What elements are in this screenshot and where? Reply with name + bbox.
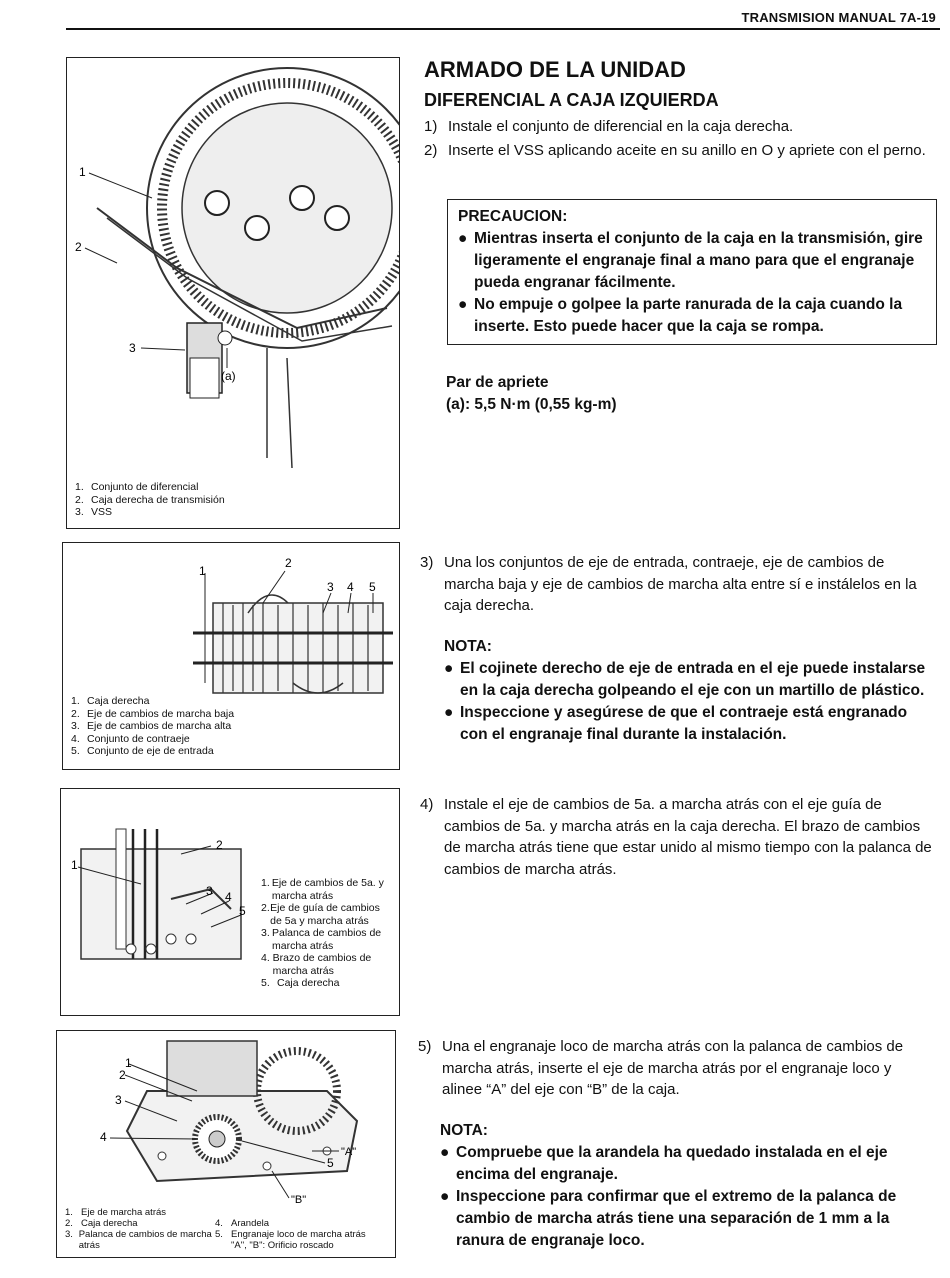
figure-idler-gear (56, 1030, 396, 1258)
legend-text: Palanca de cambios de marcha atrás (78, 1229, 212, 1251)
legend-text: Eje de cambios de 5a. y marcha atrás (271, 877, 384, 902)
note-item: Inspeccione y asegúrese de que el contraeje está engranado con el engranaje final durante la instalación. (460, 704, 908, 743)
legend-num: 4. (215, 1218, 223, 1229)
step-3 (420, 552, 936, 617)
fig3-legend (261, 877, 391, 990)
bullet-icon: ● (440, 1188, 450, 1205)
fig2-callout-5: 5 (369, 580, 376, 594)
step-number: 3) (420, 554, 434, 571)
legend-text: Caja derecha (87, 695, 150, 707)
bullet-icon: ● (440, 1144, 450, 1161)
legend-num: 4. (261, 952, 270, 964)
fig4-callout-2: 2 (119, 1068, 126, 1082)
legend-num (215, 1240, 231, 1251)
legend-num: 1. (261, 877, 270, 889)
fig2-callout-3: 3 (327, 580, 334, 594)
reverse-shift-illustration (61, 789, 261, 1015)
fig3-callout-3: 3 (206, 884, 213, 898)
legend-text: Caja derecha (81, 1218, 138, 1229)
legend-text: Conjunto de contraeje (87, 732, 190, 745)
fig1-callout-a: (a) (221, 369, 236, 383)
fig4-callout-a: "A" (341, 1146, 357, 1158)
fig1-callout-3: 3 (129, 341, 136, 355)
legend-num: 4. (71, 732, 80, 745)
legend-text: Conjunto de diferencial (91, 481, 199, 493)
fig3-callout-2: 2 (216, 838, 223, 852)
differential-illustration (67, 58, 399, 478)
fig4-legend-right (215, 1218, 390, 1251)
caution-title: PRECAUCION: (458, 208, 568, 225)
fig2-callout-1: 1 (199, 564, 206, 578)
fig4-callout-3: 3 (115, 1093, 122, 1107)
fig4-callout-5: 5 (327, 1156, 334, 1170)
torque-title: Par de apriete (446, 374, 549, 391)
step-text: Una el engranaje loco de marcha atrás con la palanca de cambios de marcha atrás, inserte el eje de marcha atrás por el engranaje loco y alinee “A” del eje con “B” de la caja. (442, 1038, 904, 1098)
bullet-icon: ● (458, 230, 468, 247)
step-number: 5) (418, 1038, 432, 1055)
legend-num: 5. (261, 977, 270, 989)
fig4-callout-b: "B" (291, 1194, 307, 1206)
step-number: 4) (420, 796, 434, 813)
step-4 (420, 794, 936, 880)
legend-num: 2. (65, 1218, 73, 1229)
note-item: El cojinete derecho de eje de entrada en el eje puede instalarse en la caja derecha golpeando el eje con un martillo de plástico. (460, 660, 926, 699)
bullet-icon: ● (444, 660, 454, 677)
section-subtitle: DIFERENCIAL A CAJA IZQUIERDA (424, 90, 719, 110)
fig3-callout-1: 1 (71, 858, 78, 872)
fig1-legend (75, 481, 225, 519)
legend-text: Palanca de cambios de marcha atrás (271, 927, 382, 952)
fig3-callout-4: 4 (225, 890, 232, 904)
step-number: 2) (424, 142, 438, 159)
note-step5 (440, 1120, 936, 1252)
fig1-callout-2: 2 (75, 240, 82, 254)
caution-item: No empuje o golpee la parte ranurada de la caja cuando la inserte. Esto puede hacer que la caja se rompa. (474, 296, 903, 335)
page-header: TRANSMISION MANUAL 7A-19 (741, 10, 936, 25)
note-item: Compruebe que la arandela ha quedado instalada en el eje encima del engranaje. (456, 1144, 888, 1183)
step-1 (424, 116, 940, 138)
fig4-legend-left (65, 1207, 213, 1251)
fig1-callout-1: 1 (79, 165, 86, 179)
legend-text: Engranaje loco de marcha atrás (231, 1229, 366, 1240)
legend-num: 1. (71, 695, 80, 707)
legend-text: Eje de guía de cambios de 5a y marcha atrás (270, 902, 380, 927)
note-title: NOTA: (440, 1122, 488, 1139)
note-item: Inspeccione para confirmar que el extremo de la palanca de cambio de marcha atrás tiene una separación de 1 mm a la ranura de engranaje loco. (456, 1188, 897, 1249)
legend-text: Arandela (231, 1218, 270, 1229)
figure-shafts (62, 542, 400, 770)
page-title: ARMADO DE LA UNIDAD (424, 57, 686, 82)
legend-text: Eje de cambios de marcha alta (87, 720, 232, 732)
fig4-callout-1: 1 (125, 1056, 132, 1070)
legend-text: Caja derecha (277, 977, 340, 989)
legend-num: 3. (65, 1229, 73, 1240)
idler-gear-illustration (57, 1031, 395, 1206)
legend-text: Caja derecha de transmisión (91, 493, 225, 506)
torque-block (446, 372, 617, 416)
legend-num: 3. (261, 927, 270, 939)
step-text: Instale el conjunto de diferencial en la caja derecha. (448, 118, 794, 135)
fig3-callout-5: 5 (239, 904, 246, 918)
legend-num: 2. (71, 707, 80, 720)
legend-num: 2. (261, 902, 270, 914)
torque-value: (a): 5,5 N·m (0,55 kg-m) (446, 396, 617, 413)
legend-num: 3. (71, 720, 80, 732)
caution-item: Mientras inserta el conjunto de la caja en la transmisión, gire ligeramente el engranaje final a mano para que el engranaje pueda engranar fácilmente. (474, 230, 923, 291)
header-rule (66, 28, 940, 30)
fig4-callout-4: 4 (100, 1130, 107, 1144)
note-step3 (444, 636, 934, 746)
figure-differential (66, 57, 400, 529)
fig2-callout-2: 2 (285, 556, 292, 570)
caution-box (447, 199, 937, 345)
legend-text: Conjunto de eje de entrada (87, 745, 214, 757)
bullet-icon: ● (458, 296, 468, 313)
bullet-icon: ● (444, 704, 454, 721)
legend-num: 5. (71, 745, 80, 757)
legend-text: "A", "B": Orificio roscado (231, 1240, 334, 1251)
step-number: 1) (424, 118, 438, 135)
legend-text: Brazo de cambios de marcha atrás (272, 952, 372, 977)
legend-num: 1. (65, 1207, 73, 1218)
legend-num: 2. (75, 493, 84, 506)
step-5 (418, 1036, 934, 1101)
note-title: NOTA: (444, 638, 492, 655)
step-2 (424, 140, 940, 162)
step-text: Una los conjuntos de eje de entrada, contraeje, eje de cambios de marcha baja y eje de cambios de marcha alta entre sí e instálelos en la caja derecha. (444, 554, 917, 614)
legend-text: Eje de cambios de marcha baja (87, 707, 235, 720)
fig2-callout-4: 4 (347, 580, 354, 594)
legend-num: 5. (215, 1229, 223, 1240)
step-text: Inserte el VSS aplicando aceite en su anillo en O y apriete con el perno. (448, 142, 926, 159)
legend-num: 1. (75, 481, 84, 493)
figure-reverse-shift (60, 788, 400, 1016)
legend-text: Eje de marcha atrás (81, 1207, 167, 1218)
fig2-legend (71, 695, 234, 758)
step-text: Instale el eje de cambios de 5a. a marcha atrás con el eje guía de cambios de 5a. y marcha atrás en la caja derecha. El brazo de cambios de marcha atrás tiene que estar unido al mismo tiempo con la palanca de cambios de marcha atrás. (444, 796, 932, 878)
legend-text: VSS (91, 506, 113, 518)
legend-num: 3. (75, 506, 84, 518)
